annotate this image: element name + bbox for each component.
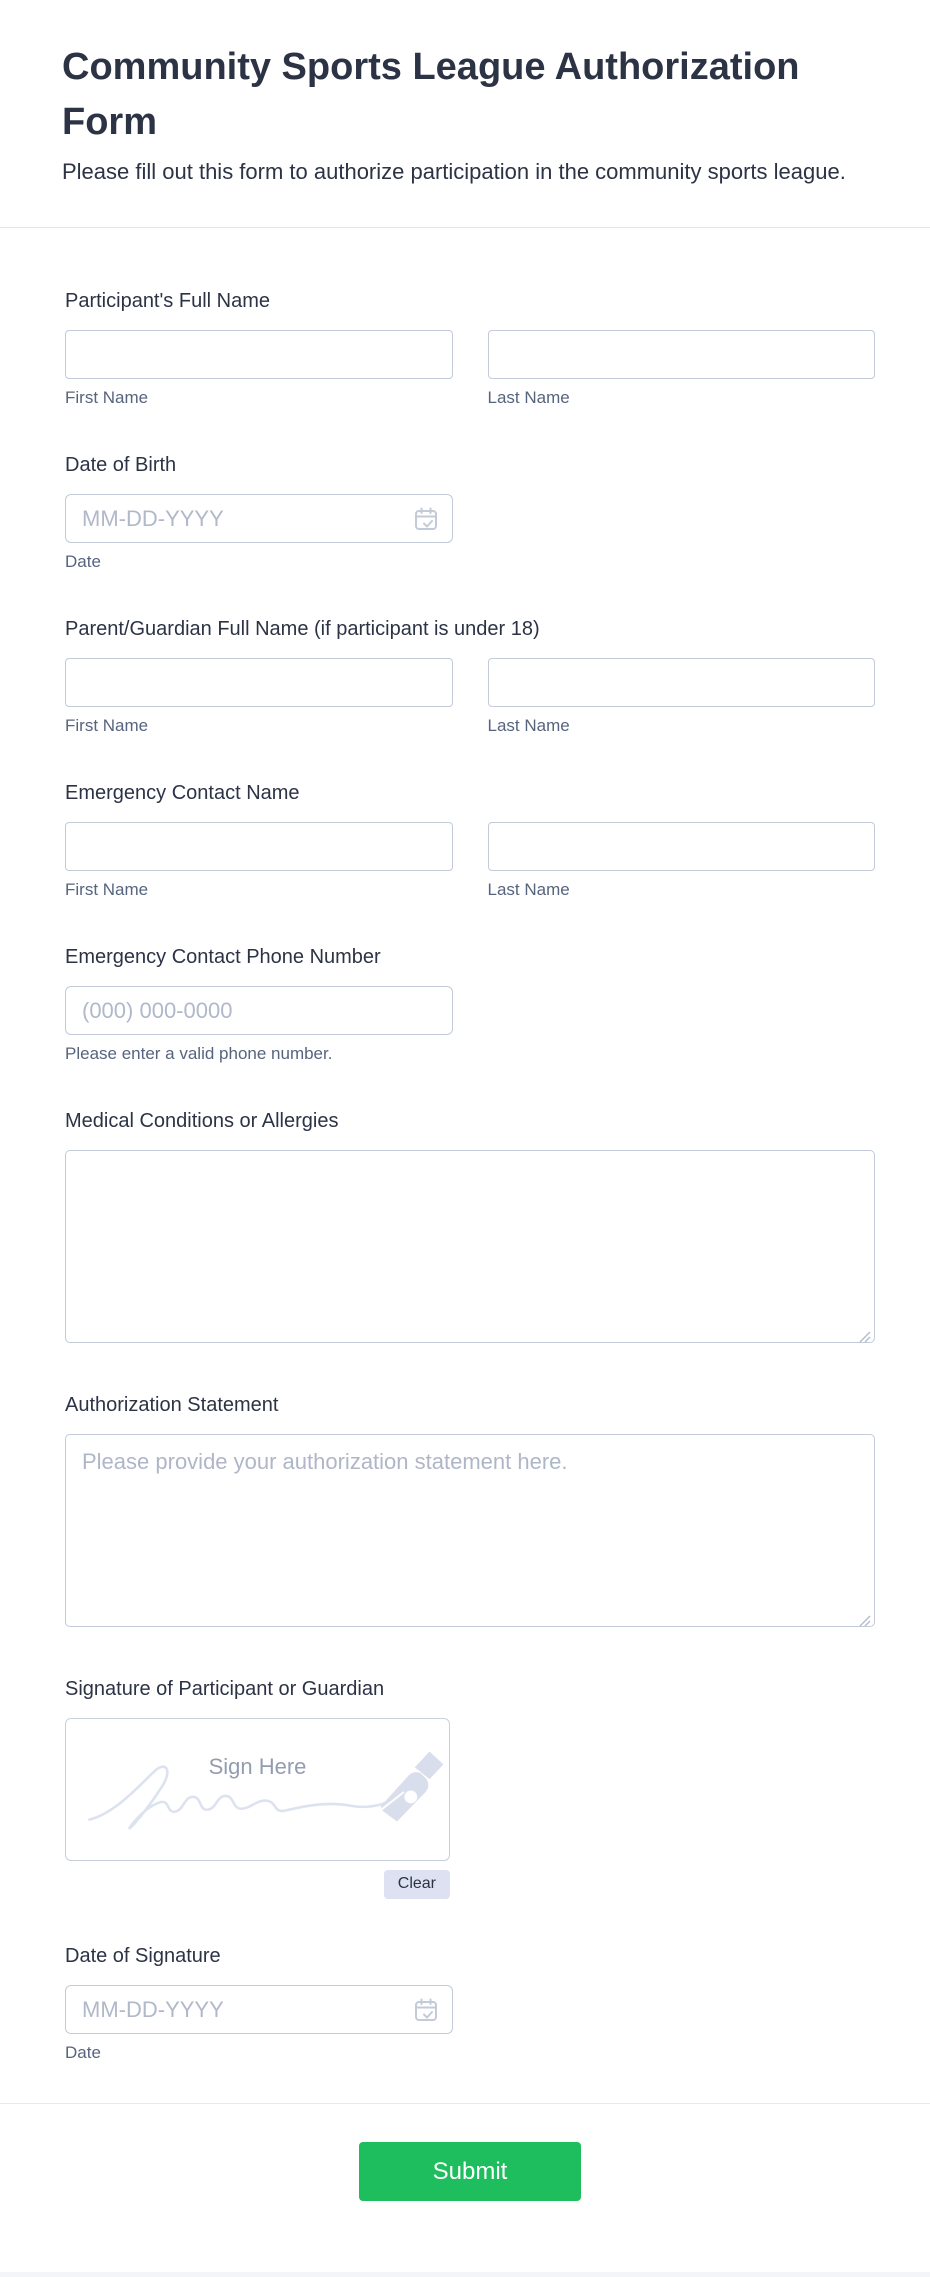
form-body	[0, 228, 930, 2063]
form-title: Community Sports League Authorization Form	[62, 46, 800, 144]
participant-last-name-input[interactable]	[488, 330, 876, 379]
field-participant-name	[65, 290, 875, 408]
emergency-contact-phone-sublabel: Please enter a valid phone number.	[65, 1044, 333, 1064]
sign-here-hint: Sign Here	[208, 1754, 307, 1780]
field-signature	[65, 1678, 875, 1899]
emergency-contact-name-label: Emergency Contact Name	[65, 782, 300, 805]
emergency-contact-phone-label: Emergency Contact Phone Number	[65, 946, 381, 969]
field-guardian-name	[65, 618, 875, 736]
field-medical-conditions	[65, 1110, 875, 1348]
calendar-icon[interactable]	[413, 1997, 439, 2023]
participant-first-name-sublabel: First Name	[65, 388, 149, 408]
guardian-first-name-input[interactable]	[65, 658, 453, 707]
form-subtitle: Please fill out this form to authorize participation in the community sports league.	[62, 159, 846, 185]
form-header	[0, 0, 930, 228]
date-of-signature-label: Date of Signature	[65, 1945, 221, 1968]
signature-clear-button[interactable]: Clear	[384, 1870, 450, 1899]
emergency-first-name-input[interactable]	[65, 822, 453, 871]
guardian-first-name-sublabel: First Name	[65, 716, 149, 736]
emergency-contact-phone-input[interactable]	[65, 986, 453, 1035]
authorization-statement-textarea[interactable]	[65, 1434, 875, 1627]
textarea-resize-handle[interactable]	[857, 1613, 871, 1627]
submit-bar	[0, 2103, 930, 2245]
emergency-first-name-sublabel: First Name	[65, 880, 149, 900]
field-authorization-statement	[65, 1394, 875, 1632]
field-date-of-signature	[65, 1945, 875, 2063]
calendar-icon[interactable]	[413, 506, 439, 532]
date-of-birth-label: Date of Birth	[65, 454, 177, 477]
participant-last-name-sublabel: Last Name	[487, 388, 570, 408]
participant-first-name-input[interactable]	[65, 330, 453, 379]
authorization-statement-label: Authorization Statement	[65, 1394, 279, 1417]
date-of-birth-sublabel: Date	[65, 552, 101, 572]
field-emergency-contact-name	[65, 782, 875, 900]
date-of-birth-input[interactable]	[65, 494, 453, 543]
signature-squiggle-pen-icon	[66, 1719, 449, 1860]
signature-pad[interactable]	[65, 1718, 450, 1861]
date-of-signature-input[interactable]	[65, 1985, 453, 2034]
emergency-last-name-input[interactable]	[488, 822, 876, 871]
signature-label: Signature of Participant or Guardian	[65, 1678, 385, 1701]
textarea-resize-handle[interactable]	[857, 1329, 871, 1343]
date-of-signature-sublabel: Date	[65, 2043, 101, 2063]
submit-button[interactable]: Submit	[359, 2142, 581, 2201]
medical-conditions-textarea[interactable]	[65, 1150, 875, 1343]
field-date-of-birth	[65, 454, 875, 572]
guardian-last-name-sublabel: Last Name	[487, 716, 570, 736]
emergency-last-name-sublabel: Last Name	[487, 880, 570, 900]
guardian-last-name-input[interactable]	[488, 658, 876, 707]
guardian-name-label: Parent/Guardian Full Name (if participant is under 18)	[65, 618, 540, 641]
field-emergency-contact-phone	[65, 946, 875, 1064]
page-bottom-strip	[0, 2272, 930, 2277]
medical-conditions-label: Medical Conditions or Allergies	[65, 1110, 339, 1133]
participant-name-label: Participant's Full Name	[65, 290, 270, 313]
